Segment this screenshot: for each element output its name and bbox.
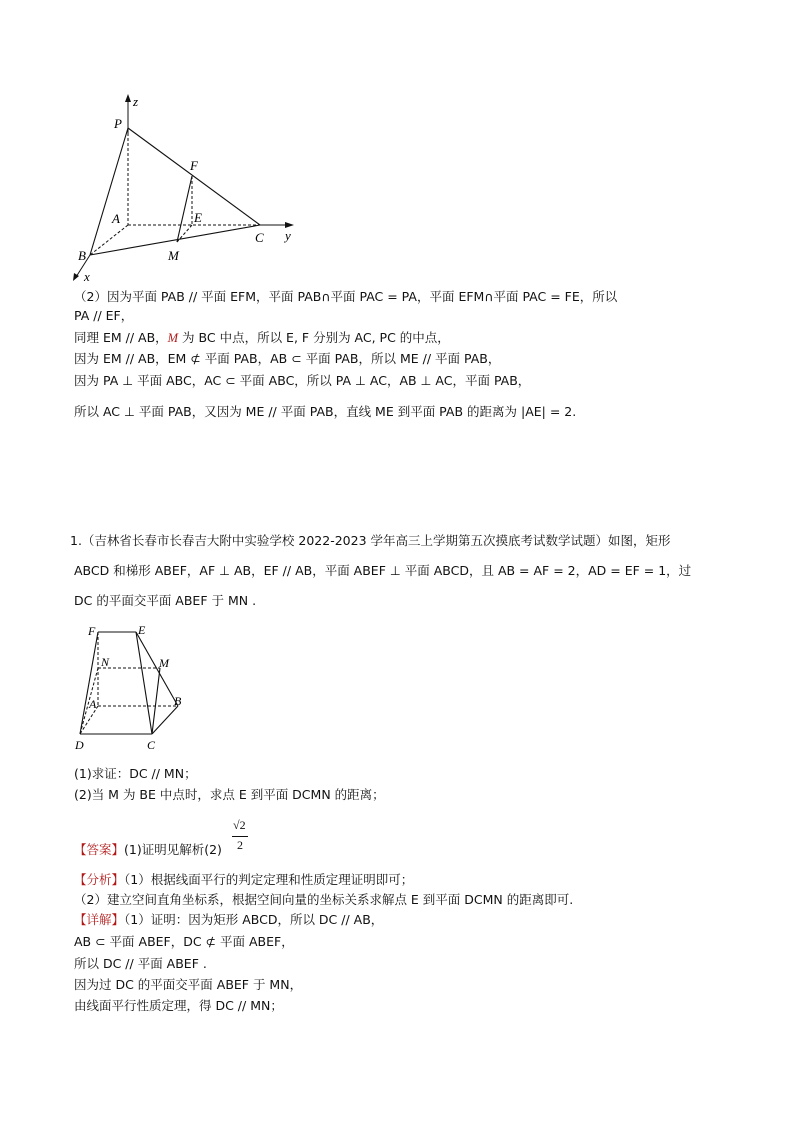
answer-fraction-numerator: √2 [233, 818, 246, 832]
z-axis-arrow [125, 94, 131, 102]
label-M: M [159, 656, 169, 670]
label-C: C [147, 738, 156, 752]
label-A: A [89, 697, 97, 711]
edge-FM [177, 176, 192, 242]
part2-line3 [74, 330, 450, 346]
label-A: A [112, 211, 120, 226]
analysis-line2: （2）建立空间直角坐标系，根据空间向量的坐标关系求解点 E 到平面 DCMN 的距离即可. [74, 892, 574, 907]
detail-text1: （1）证明：因为矩形 ABCD，所以 DC // AB， [124, 912, 384, 927]
analysis-text1: （1）根据线面平行的判定定理和性质定理证明即可； [124, 872, 414, 887]
label-y: y [285, 228, 291, 243]
problem-line2: ABCD 和梯形 ABEF，AF ⊥ AB，EF // AB，平面 ABEF ⊥ 平面 ABCD，且 AB = AF = 2，AD = EF = 1，过 [74, 563, 692, 578]
answer-text: (1)证明见解析(2) [124, 842, 222, 857]
answer-fraction-denominator: 2 [237, 838, 243, 852]
detail-tag: 【详解】 [74, 912, 125, 927]
detail-line4: 因为过 DC 的平面交平面 ABEF 于 MN， [74, 977, 303, 992]
answer-fraction-bar [232, 836, 248, 837]
part2-line2: PA // EF， [74, 308, 134, 323]
answer-line [74, 842, 222, 858]
figure-pyramid [70, 92, 310, 287]
part2-line3b: 为 BC 中点，所以 E, F 分别为 AC, PC 的中点， [178, 330, 450, 345]
answer-tag: 【答案】 [74, 842, 125, 857]
detail-line2: AB ⊂ 平面 ABEF，DC ⊄ 平面 ABEF， [74, 934, 294, 949]
part2-point-m: M [167, 331, 179, 345]
part2-line5: 因为 PA ⊥ 平面 ABC，AC ⊂ 平面 ABC，所以 PA ⊥ AC，AB ⊥ AC，平面 PAB， [74, 373, 531, 388]
edge-FD [80, 632, 98, 734]
label-B: B [174, 694, 182, 708]
edge-PB [90, 128, 128, 255]
part2-line6: 所以 AC ⊥ 平面 PAB，又因为 ME // 平面 PAB，直线 ME 到平面 PAB 的距离为 |AE| = 2. [74, 404, 577, 419]
label-E: E [194, 210, 202, 225]
question-2: (2)当 M 为 BE 中点时，求点 E 到平面 DCMN 的距离； [74, 787, 385, 802]
problem-line3: DC 的平面交平面 ABEF 于 MN . [74, 593, 257, 608]
label-F: F [88, 624, 96, 638]
analysis-line1 [74, 872, 413, 888]
label-P: P [114, 116, 122, 131]
edge-CB [152, 706, 178, 734]
detail-line1 [74, 912, 383, 928]
detail-line5: 由线面平行性质定理，得 DC // MN； [74, 998, 283, 1013]
label-C: C [255, 230, 264, 245]
analysis-tag: 【分析】 [74, 872, 125, 887]
edge-EC [136, 632, 152, 734]
label-E: E [138, 623, 146, 637]
label-x: x [84, 269, 90, 284]
part2-line1: （2）因为平面 PAB // 平面 EFM，平面 PAB∩平面 PAC = PA，平面 EFM∩平面 PAC = FE，所以 [74, 289, 618, 304]
part2-line3a: 同理 EM // AB， [74, 330, 168, 345]
problem-line1: 1.（吉林省长春市长春吉大附中实验学校 2022-2023 学年高三上学期第五次摸底考试数学试题）如图，矩形 [70, 533, 671, 548]
label-D: D [75, 738, 84, 752]
question-1: (1)求证：DC // MN； [74, 766, 197, 781]
label-M: M [168, 248, 179, 263]
edge-MC [152, 668, 160, 734]
edge-AB [90, 225, 128, 255]
label-F: F [190, 158, 198, 173]
part2-line4: 因为 EM // AB，EM ⊄ 平面 PAB，AB ⊂ 平面 PAB，所以 ME // 平面 PAB， [74, 351, 501, 366]
label-z: z [133, 94, 139, 109]
label-B: B [78, 248, 86, 263]
label-N: N [101, 655, 110, 669]
figure-solid [72, 618, 192, 756]
detail-line3: 所以 DC // 平面 ABEF . [74, 956, 207, 971]
